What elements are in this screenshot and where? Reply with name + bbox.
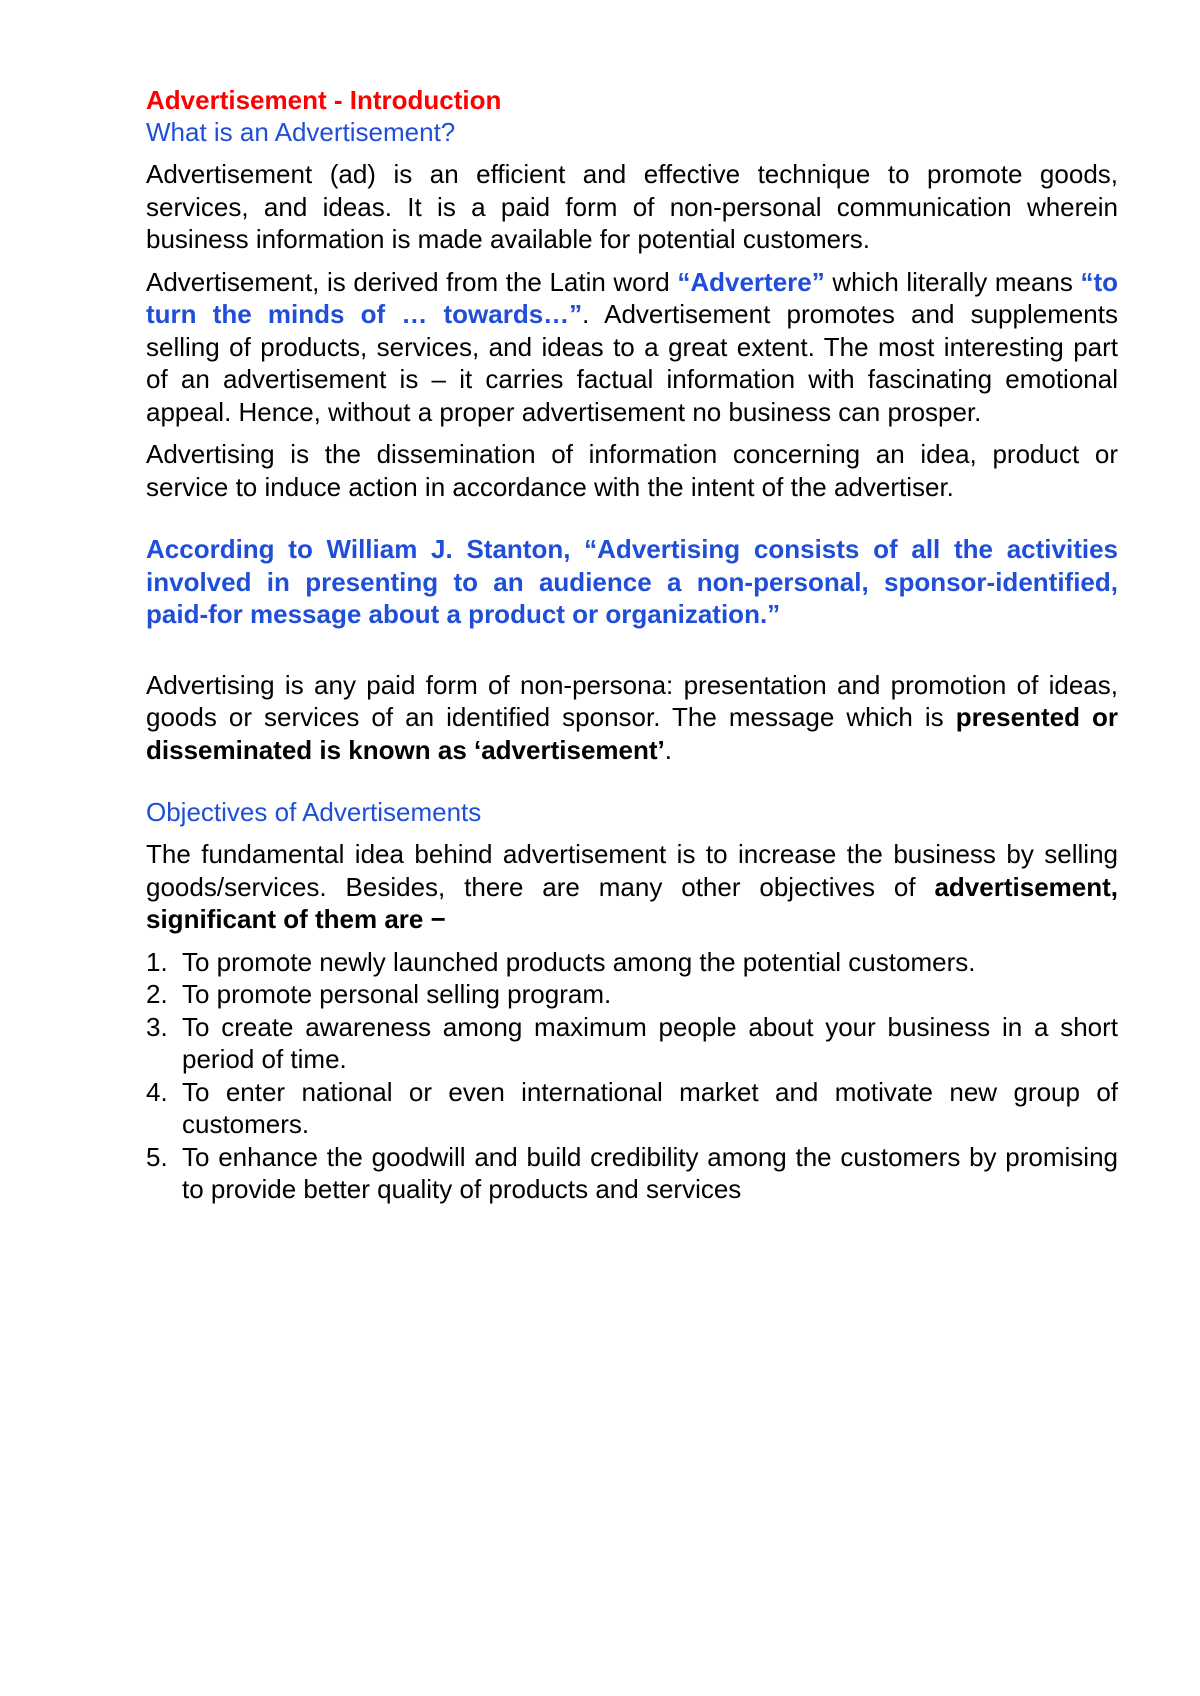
paragraph-paid-form <box>146 669 1118 767</box>
objectives-intro-bold: advertisement, significant of them are − <box>146 871 1118 934</box>
paragraph-etymology <box>146 266 1118 429</box>
list-item <box>146 1141 1118 1206</box>
etymology-text-1: Advertisement, is derived from the Latin word <box>146 266 678 297</box>
meaning-highlight: “to turn the minds of … towards…” <box>146 266 1119 329</box>
list-item-number: 5. <box>146 1141 168 1172</box>
page-title: Advertisement - Introduction <box>146 85 502 115</box>
list-item <box>146 1076 1118 1141</box>
subheading-objectives: Objectives of Advertisements <box>146 797 482 827</box>
etymology-text-3: . Advertisement promotes and supplements selling of products, services, and ideas to a great extent. The most interesting part of an advertisement is – it carries factual information with fascinating emotional appeal. Hence, without a proper advertisement no business can prosper. <box>146 299 1118 427</box>
list-item-number: 2. <box>146 979 168 1009</box>
objectives-intro-text: The fundamental idea behind advertisement is to increase the business by selling goods/services. Besides, there are many other objectives of <box>146 839 1118 902</box>
list-item-number: 4. <box>146 1076 168 1107</box>
latin-word-highlight: “Advertere” <box>677 266 825 297</box>
list-item-text: To enhance the goodwill and build credibility among the customers by promising to provide better quality of products and services <box>182 1141 1118 1204</box>
paragraph-objectives-intro <box>146 838 1118 936</box>
stanton-quote: According to William J. Stanton, “Advertising consists of all the activities involved in presenting to an audience a non-personal, sponsor-identified, paid-for message about a product or organization.” <box>146 534 1118 629</box>
list-item-text: To promote newly launched products among the potential customers. <box>182 946 976 977</box>
subheading-what-is-advertisement: What is an Advertisement? <box>146 117 456 147</box>
list-item-number: 1. <box>146 946 168 977</box>
list-item-text: To promote personal selling program. <box>182 979 612 1009</box>
list-item <box>146 1011 1118 1076</box>
list-item-text: To enter national or even international market and motivate new group of customers. <box>182 1076 1118 1139</box>
document-page <box>146 84 1118 1206</box>
paid-form-end: . <box>664 734 672 765</box>
list-item <box>146 978 1118 1011</box>
paid-form-bold: presented or disseminated is known as ‘advertisement’ <box>146 702 1118 765</box>
paragraph-dissemination: Advertising is the dissemination of information concerning an idea, product or service to induce action in accordance with the intent of the advertiser. <box>146 439 1118 502</box>
list-item-number: 3. <box>146 1011 168 1042</box>
list-item-text: To create awareness among maximum people about your business in a short period of time. <box>182 1011 1118 1074</box>
objectives-list <box>146 946 1118 1206</box>
etymology-text-2: which literally means <box>824 266 1081 297</box>
list-item <box>146 946 1118 979</box>
paragraph-definition: Advertisement (ad) is an efficient and effective technique to promote goods, services, and ideas. It is a paid form of non-personal communication wherein business information is made available for potential customers. <box>146 159 1118 254</box>
paid-form-text: Advertising is any paid form of non-persona: presentation and promotion of ideas, goods or services of an identified sponsor. The message which is <box>146 669 1118 732</box>
